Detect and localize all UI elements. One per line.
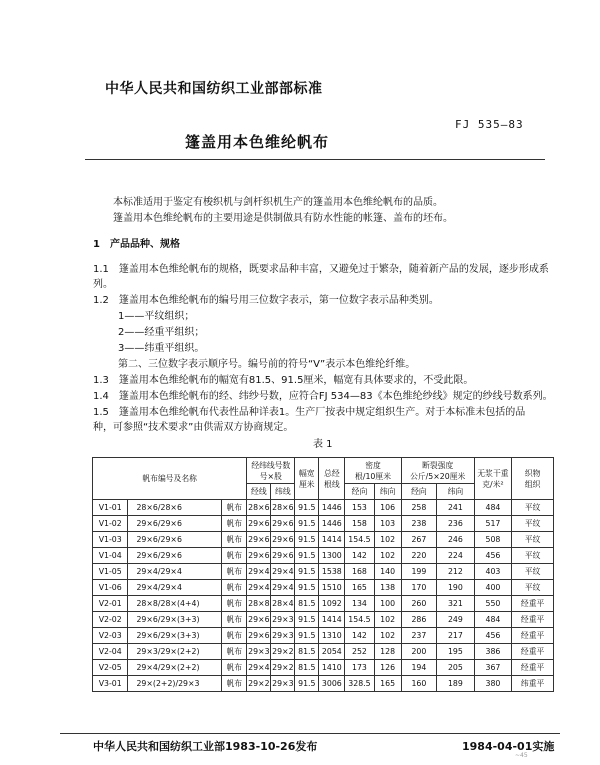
table-row xyxy=(93,580,554,596)
cell-spec: 29×4/29×(2+2) xyxy=(128,660,222,676)
cell-weft-density: 138 xyxy=(374,580,401,596)
cell-dry-weight: 517 xyxy=(474,516,512,532)
cell-warp-yarn: 29×6 xyxy=(247,532,271,548)
cell-total-ends: 1446 xyxy=(319,516,345,532)
table-row xyxy=(93,516,554,532)
cell-spec: 29×4/29×4 xyxy=(128,580,222,596)
cell-warp-density: 173 xyxy=(345,660,374,676)
cell-weft-yarn: 29×2 xyxy=(271,660,295,676)
cell-code: V1-05 xyxy=(93,564,128,580)
cell-width: 91.5 xyxy=(295,516,319,532)
cell-weave: 平纹 xyxy=(512,500,554,516)
cell-weft-density: 140 xyxy=(374,564,401,580)
cell-weft-strength: 190 xyxy=(437,580,475,596)
cell-width: 81.5 xyxy=(295,596,319,612)
cell-warp-density: 158 xyxy=(345,516,374,532)
clause-1-2: 1.2 篷盖用本色维纶帆布的编号用三位数字表示，第一位数字表示品种类别。 xyxy=(93,295,439,306)
cell-code: V2-03 xyxy=(93,628,128,644)
cell-weave: 经重平 xyxy=(512,612,554,628)
cell-total-ends: 1410 xyxy=(319,660,345,676)
clause-1-3: 1.3 篷盖用本色维纶帆布的幅宽有81.5、91.5厘米，幅宽有具体要求的，不受此限。 xyxy=(93,375,474,386)
cell-width: 91.5 xyxy=(295,500,319,516)
cell-code: V1-01 xyxy=(93,500,128,516)
cell-warp-strength: 286 xyxy=(401,612,436,628)
issue-statement: 中华人民共和国纺织工业部1983-10-26发布 xyxy=(93,740,318,753)
cell-dry-weight: 380 xyxy=(474,676,512,692)
cell-code: V2-05 xyxy=(93,660,128,676)
cell-code: V3-01 xyxy=(93,676,128,692)
cell-code: V1-04 xyxy=(93,548,128,564)
cell-weft-strength: 249 xyxy=(437,612,475,628)
cell-weave: 经重平 xyxy=(512,596,554,612)
header-yarn-count: 经纬线号数 号×股 xyxy=(247,458,295,484)
subheader-warp-density: 经向 xyxy=(345,484,374,500)
cell-warp-density: 328.5 xyxy=(345,676,374,692)
cell-width: 81.5 xyxy=(295,644,319,660)
cell-dry-weight: 403 xyxy=(474,564,512,580)
cell-total-ends: 1414 xyxy=(319,612,345,628)
cell-spec: 29×3/29×(2+2) xyxy=(128,644,222,660)
cell-type: 帆布 xyxy=(222,532,247,548)
cell-weft-yarn: 29×6 xyxy=(271,548,295,564)
cell-type: 帆布 xyxy=(222,500,247,516)
cell-spec: 29×6/29×(3+3) xyxy=(128,628,222,644)
cell-warp-yarn: 29×6 xyxy=(247,612,271,628)
cell-weft-density: 102 xyxy=(374,548,401,564)
cell-warp-strength: 200 xyxy=(401,644,436,660)
cell-warp-strength: 220 xyxy=(401,548,436,564)
cell-code: V2-02 xyxy=(93,612,128,628)
header-fabric-name: 帆布编号及名称 xyxy=(93,458,247,500)
cell-warp-strength: 170 xyxy=(401,580,436,596)
cell-weave: 经重平 xyxy=(512,660,554,676)
cell-weft-yarn: 28×6 xyxy=(271,500,295,516)
cell-spec: 29×4/29×4 xyxy=(128,564,222,580)
cell-warp-strength: 194 xyxy=(401,660,436,676)
header-breaking-strength: 断裂强度 公斤/5×20厘米 xyxy=(401,458,474,484)
cell-warp-density: 142 xyxy=(345,628,374,644)
cell-warp-density: 153 xyxy=(345,500,374,516)
cell-dry-weight: 484 xyxy=(474,500,512,516)
standard-number: FJ 535—83 xyxy=(455,118,524,131)
table-row xyxy=(93,676,554,692)
cell-width: 81.5 xyxy=(295,660,319,676)
cell-weft-yarn: 28×4 xyxy=(271,596,295,612)
section-heading: 1 产品品种、规格 xyxy=(93,239,180,250)
header-density: 密度 根/10厘米 xyxy=(345,458,401,484)
cell-weft-strength: 217 xyxy=(437,628,475,644)
table-row xyxy=(93,500,554,516)
cell-warp-yarn: 29×4 xyxy=(247,580,271,596)
cell-code: V2-04 xyxy=(93,644,128,660)
cell-width: 91.5 xyxy=(295,612,319,628)
cell-total-ends: 1092 xyxy=(319,596,345,612)
cell-warp-yarn: 29×3 xyxy=(247,644,271,660)
cell-total-ends: 1300 xyxy=(319,548,345,564)
cell-dry-weight: 456 xyxy=(474,628,512,644)
cell-dry-weight: 550 xyxy=(474,596,512,612)
subheader-weft-density: 纬向 xyxy=(374,484,401,500)
cell-warp-yarn: 29×6 xyxy=(247,516,271,532)
cell-type: 帆布 xyxy=(222,596,247,612)
clause-1-5-cont: 种，可参照“技术要求”由供需双方协商规定。 xyxy=(93,422,294,433)
cell-weft-yarn: 29×3 xyxy=(271,628,295,644)
cell-code: V1-03 xyxy=(93,532,128,548)
cell-weave: 平纹 xyxy=(512,516,554,532)
table-caption: 表 1 xyxy=(313,439,333,450)
intro-paragraph-2: 篷盖用本色维纶帆布的主要用途是供制做具有防水性能的帐篷、盖布的坯布。 xyxy=(113,213,453,224)
cell-type: 帆布 xyxy=(222,676,247,692)
cell-dry-weight: 386 xyxy=(474,644,512,660)
cell-weft-yarn: 29×3 xyxy=(271,676,295,692)
table-row xyxy=(93,532,554,548)
intro-paragraph-1: 本标准适用于鉴定有梭织机与剑杆织机生产的篷盖用本色维纶帆布的品质。 xyxy=(113,197,443,208)
cell-weave: 平纹 xyxy=(512,532,554,548)
cell-warp-strength: 267 xyxy=(401,532,436,548)
issuing-organization: 中华人民共和国纺织工业部部标准 xyxy=(105,81,323,97)
cell-warp-strength: 160 xyxy=(401,676,436,692)
cell-dry-weight: 456 xyxy=(474,548,512,564)
page-mark: ~45 xyxy=(515,752,528,759)
cell-dry-weight: 508 xyxy=(474,532,512,548)
footer-divider xyxy=(60,733,560,734)
cell-type: 帆布 xyxy=(222,580,247,596)
cell-weft-strength: 195 xyxy=(437,644,475,660)
cell-width: 91.5 xyxy=(295,676,319,692)
header-width: 幅宽 厘米 xyxy=(295,458,319,500)
table-row xyxy=(93,548,554,564)
cell-total-ends: 1510 xyxy=(319,580,345,596)
cell-weft-yarn: 29×3 xyxy=(271,612,295,628)
cell-dry-weight: 484 xyxy=(474,612,512,628)
cell-weave: 平纹 xyxy=(512,548,554,564)
cell-total-ends: 2054 xyxy=(319,644,345,660)
cell-warp-strength: 258 xyxy=(401,500,436,516)
category-3: 3——纬重平组织。 xyxy=(118,343,205,354)
cell-weft-yarn: 29×4 xyxy=(271,564,295,580)
cell-width: 91.5 xyxy=(295,580,319,596)
effective-date: 1984-04-01实施 xyxy=(462,740,555,753)
cell-weft-strength: 189 xyxy=(437,676,475,692)
cell-code: V1-06 xyxy=(93,580,128,596)
cell-width: 91.5 xyxy=(295,548,319,564)
cell-spec: 29×6/29×(3+3) xyxy=(128,612,222,628)
table-header-row xyxy=(93,458,554,484)
table-row xyxy=(93,644,554,660)
cell-weft-yarn: 29×6 xyxy=(271,516,295,532)
cell-weft-density: 128 xyxy=(374,644,401,660)
cell-weft-strength: 321 xyxy=(437,596,475,612)
cell-width: 91.5 xyxy=(295,628,319,644)
cell-weave: 经重平 xyxy=(512,644,554,660)
cell-weft-density: 126 xyxy=(374,660,401,676)
cell-type: 帆布 xyxy=(222,548,247,564)
cell-warp-density: 154.5 xyxy=(345,532,374,548)
subheader-warp-yarn: 经线 xyxy=(247,484,271,500)
subheader-warp-strength: 经向 xyxy=(401,484,436,500)
category-2: 2——经重平组织； xyxy=(118,327,205,338)
cell-weave: 平纹 xyxy=(512,580,554,596)
category-1: 1——平纹组织； xyxy=(118,311,195,322)
table-row xyxy=(93,612,554,628)
cell-warp-strength: 237 xyxy=(401,628,436,644)
clause-1-5: 1.5 篷盖用本色维纶帆布代表性品种详表1。生产厂按表中规定组织生产。对于本标准未包括的品 xyxy=(93,407,526,418)
cell-type: 帆布 xyxy=(222,628,247,644)
cell-warp-strength: 260 xyxy=(401,596,436,612)
cell-weft-yarn: 29×2 xyxy=(271,644,295,660)
cell-weft-strength: 205 xyxy=(437,660,475,676)
cell-width: 91.5 xyxy=(295,532,319,548)
cell-width: 91.5 xyxy=(295,564,319,580)
cell-total-ends: 1446 xyxy=(319,500,345,516)
cell-warp-yarn: 29×4 xyxy=(247,564,271,580)
cell-warp-yarn: 28×6 xyxy=(247,500,271,516)
cell-weft-density: 102 xyxy=(374,628,401,644)
cell-total-ends: 3006 xyxy=(319,676,345,692)
clause-1-1-cont: 列。 xyxy=(93,279,113,290)
cell-total-ends: 1310 xyxy=(319,628,345,644)
cell-total-ends: 1538 xyxy=(319,564,345,580)
cell-code: V1-02 xyxy=(93,516,128,532)
cell-weft-density: 100 xyxy=(374,596,401,612)
cell-warp-density: 165 xyxy=(345,580,374,596)
cell-weft-density: 103 xyxy=(374,516,401,532)
cell-warp-strength: 199 xyxy=(401,564,436,580)
cell-warp-yarn: 29×2 xyxy=(247,676,271,692)
cell-warp-yarn: 28×8 xyxy=(247,596,271,612)
cell-spec: 28×8/28×(4+4) xyxy=(128,596,222,612)
cell-weft-density: 102 xyxy=(374,612,401,628)
sequence-note: 第二、三位数字表示顺序号。编号前的符号“V”表示本色维纶纤维。 xyxy=(118,359,416,370)
table-row xyxy=(93,596,554,612)
cell-warp-density: 134 xyxy=(345,596,374,612)
cell-type: 帆布 xyxy=(222,644,247,660)
table-row xyxy=(93,564,554,580)
cell-weave: 纬重平 xyxy=(512,676,554,692)
cell-weft-strength: 241 xyxy=(437,500,475,516)
fabric-spec-table xyxy=(92,457,554,692)
cell-dry-weight: 400 xyxy=(474,580,512,596)
cell-dry-weight: 367 xyxy=(474,660,512,676)
cell-type: 帆布 xyxy=(222,612,247,628)
cell-total-ends: 1414 xyxy=(319,532,345,548)
table-row xyxy=(93,660,554,676)
header-total-ends: 总经 根线 xyxy=(319,458,345,500)
cell-type: 帆布 xyxy=(222,564,247,580)
cell-weft-strength: 246 xyxy=(437,532,475,548)
cell-weft-yarn: 29×4 xyxy=(271,580,295,596)
cell-type: 帆布 xyxy=(222,660,247,676)
cell-weft-strength: 236 xyxy=(437,516,475,532)
subheader-weft-yarn: 纬线 xyxy=(271,484,295,500)
cell-weave: 经重平 xyxy=(512,628,554,644)
cell-weft-strength: 212 xyxy=(437,564,475,580)
cell-spec: 29×6/29×6 xyxy=(128,532,222,548)
header-weave: 织物 组织 xyxy=(512,458,554,500)
cell-spec: 29×6/29×6 xyxy=(128,516,222,532)
cell-warp-density: 142 xyxy=(345,548,374,564)
cell-spec: 28×6/28×6 xyxy=(128,500,222,516)
cell-code: V2-01 xyxy=(93,596,128,612)
cell-warp-yarn: 29×6 xyxy=(247,628,271,644)
clause-1-4: 1.4 篷盖用本色维纶帆布的经、纬纱号数，应符合FJ 534—83《本色维纶纱线》规定的纱线号数系列。 xyxy=(93,391,553,402)
cell-weave: 平纹 xyxy=(512,564,554,580)
cell-weft-density: 102 xyxy=(374,532,401,548)
cell-weft-yarn: 29×6 xyxy=(271,532,295,548)
table-row xyxy=(93,628,554,644)
title-divider xyxy=(85,159,545,160)
cell-weft-strength: 224 xyxy=(437,548,475,564)
subheader-weft-strength: 纬向 xyxy=(437,484,475,500)
cell-warp-density: 252 xyxy=(345,644,374,660)
cell-type: 帆布 xyxy=(222,516,247,532)
cell-warp-strength: 238 xyxy=(401,516,436,532)
table-body xyxy=(93,500,554,692)
header-dry-weight: 无浆干重 克/米² xyxy=(474,458,512,500)
cell-weft-density: 165 xyxy=(374,676,401,692)
cell-warp-yarn: 29×6 xyxy=(247,548,271,564)
cell-warp-density: 154.5 xyxy=(345,612,374,628)
clause-1-1: 1.1 篷盖用本色维纶帆布的规格，既要求品种丰富，又避免过于繁杂，随着新产品的发展，逐步形成系 xyxy=(93,264,549,275)
cell-spec: 29×6/29×6 xyxy=(128,548,222,564)
cell-spec: 29×(2+2)/29×3 xyxy=(128,676,222,692)
cell-warp-density: 168 xyxy=(345,564,374,580)
cell-weft-density: 106 xyxy=(374,500,401,516)
cell-warp-yarn: 29×4 xyxy=(247,660,271,676)
document-title: 篷盖用本色维纶帆布 xyxy=(185,133,330,151)
